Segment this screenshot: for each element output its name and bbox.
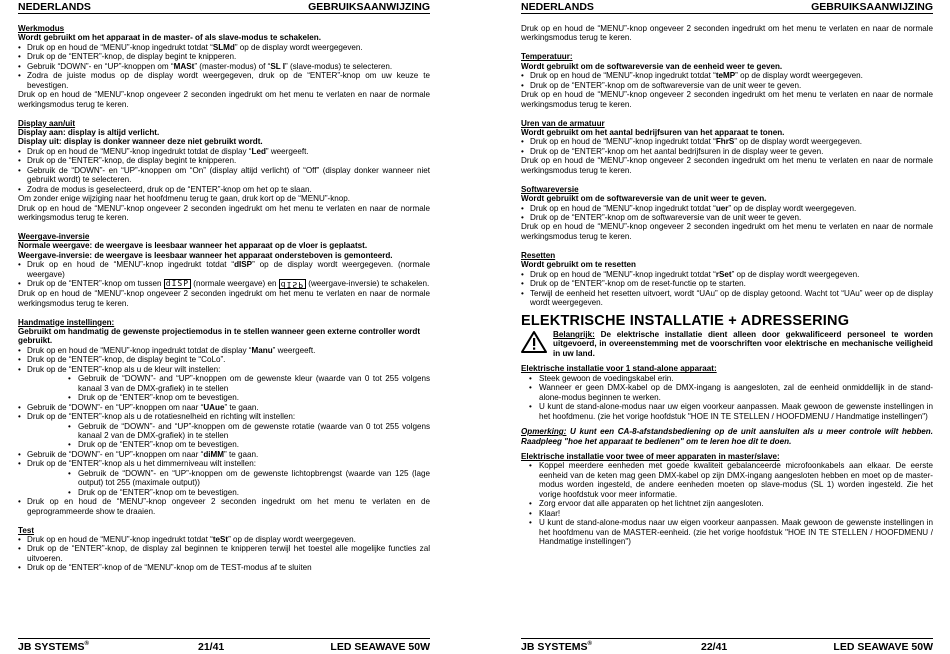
list-item: • Zorg ervoor dat alle apparaten op het lichtnet zijn aangesloten. bbox=[521, 499, 933, 508]
sub-list-item: • Druk op de “ENTER”-knop om te bevestigen. bbox=[18, 440, 430, 449]
left-page bbox=[18, 0, 430, 654]
section-lead: Wordt gebruikt om de softwareversie van de unit weer te geven. bbox=[521, 194, 767, 204]
page-header bbox=[521, 1, 933, 14]
section-heading: Weergave-inversie bbox=[18, 231, 90, 241]
list-item: • Wanneer er geen DMX-kabel op de DMX-ingang is aangesloten, zal de eenheid onmiddellijk in de stand-alone-modus beginnen te werken. bbox=[521, 383, 933, 402]
list-item: • Koppel meerdere eenheden met goede kwaliteit gebalanceerde microfoonkabels aan elkaar. De eerste eenheid van de keten mag geen DMX-kabel op zijn DMX-ingang aangesloten hebben en moet op de master-modus worden ingesteld, de andere eenheden moeten op slave-modus (SL 1) worden ingesteld. Zie het vorige hoofdstuk voor meer informatie. bbox=[521, 461, 933, 499]
page-footer bbox=[18, 638, 430, 652]
list-item: • Druk op de “ENTER”-knop, de display begint te “CoLo”. bbox=[18, 355, 430, 364]
page-body bbox=[521, 24, 933, 547]
list-item: • Druk op en houd de “MENU”-knop ingedrukt totdat “dISP” op de display wordt weergegeven. (normale weergave) bbox=[18, 260, 430, 279]
list-item: • Gebruik de “DOWN”- en “UP”-knoppen om naar “diMM” te gaan. bbox=[18, 450, 430, 459]
chapter-title: ELEKTRISCHE INSTALLATIE + ADRESSERING bbox=[521, 312, 850, 329]
paragraph: Druk op en houd de “MENU”-knop ongeveer 2 seconden ingedrukt om het menu te verlaten en naar de normale werkingsmodus terug te keren. bbox=[521, 156, 933, 175]
page-number: 21/41 bbox=[198, 641, 225, 653]
page-header bbox=[18, 1, 430, 14]
sub-list-item: • Druk op de “ENTER”-knop om te bevestigen. bbox=[18, 488, 430, 497]
section-lead: Wordt gebruikt om de softwareversie van de eenheid weer te geven. bbox=[521, 61, 783, 71]
list-item: • Druk op en houd de “MENU”-knop ingedrukt totdat de display “Led” weergeeft. bbox=[18, 147, 430, 156]
note: Opmerking: U kunt een CA-8-afstandsbediening op de unit aansluiten als u meer controle wilt hebben. Raadpleeg "hoe het apparaat te bedienen" om te leren hoe dit te doen. bbox=[521, 427, 933, 446]
section-heading: Softwareversie bbox=[521, 184, 579, 194]
header-title: GEBRUIKSAANWIJZING bbox=[308, 1, 430, 13]
right-page bbox=[521, 0, 933, 654]
footer-brand: JB SYSTEMS® bbox=[521, 641, 592, 653]
paragraph: Druk op en houd de “MENU”-knop ongeveer 2 seconden ingedrukt om het menu te verlaten en naar de normale werkingsmodus terug te keren. bbox=[521, 222, 933, 241]
page-body bbox=[18, 24, 430, 573]
page-number: 22/41 bbox=[701, 641, 728, 653]
list-item: • Druk op de “ENTER”-knop om de softwareversie van de unit weer te geven. bbox=[521, 81, 933, 90]
section-heading: Uren van de armatuur bbox=[521, 118, 605, 128]
list-item: • Druk op de “ENTER”-knop om tussen dISP (normale weergave) en dISP (weergave-inversie) te schakelen. bbox=[18, 279, 430, 289]
paragraph: Druk op en houd de “MENU”-knop ongeveer 2 seconden ingedrukt om het menu te verlaten en naar de normale werkingsmodus terug te keren. bbox=[18, 203, 430, 223]
paragraph: Druk op en houd de “MENU”-knop ongeveer 2 seconden ingedrukt om het menu te verlaten en naar de normale werkingsmodus terug te keren. bbox=[521, 24, 933, 43]
display-inverted-icon: dISP bbox=[280, 280, 305, 290]
section-lead: Normale weergave: de weergave is leesbaar wanneer het apparaat op de vloer is geplaatst. bbox=[18, 241, 368, 251]
list-item: • Druk op de “ENTER”-knop als u het dimmerniveau wilt instellen: bbox=[18, 459, 430, 468]
paragraph: Druk op en houd de “MENU”-knop ongeveer 2 seconden ingedrukt om het menu te verlaten en naar de normale werkingsmodus terug te keren. bbox=[18, 289, 430, 308]
list-item: • Klaar! bbox=[521, 509, 933, 518]
list-item: • U kunt de stand-alone-modus naar uw eigen voorkeur aanpassen. Maak gewoon de gewenste instellingen in het hoofdmenu. (zie het vorige hoofdstuk "HOE IN TE STELLEN / HOOFDMENU / Handmatige instellingen") bbox=[521, 402, 933, 421]
sub-list-item: • Druk op de “ENTER”-knop om te bevestigen. bbox=[18, 393, 430, 402]
list-item: • Druk op en houd de “MENU”-knop ingedrukt totdat “rSet” op de display wordt weergegeven. bbox=[521, 270, 933, 279]
footer-product: LED SEAWAVE 50W bbox=[833, 641, 933, 653]
list-item: • Druk op de “ENTER”-knop om het aantal bedrijfsuren in de display weer te geven. bbox=[521, 147, 933, 156]
list-item: • Druk op de “ENTER”-knop of de “MENU”-knop om de TEST-modus af te sluiten bbox=[18, 563, 430, 572]
display-normal-icon: dISP bbox=[165, 279, 190, 289]
list-item: • Zodra de modus is geselecteerd, druk op de “ENTER”-knop om het op te slaan. bbox=[18, 185, 430, 194]
section-lead: Display uit: display is donker wanneer deze niet gebruikt wordt. bbox=[18, 137, 263, 147]
section-heading: Display aan/uit bbox=[18, 118, 76, 128]
list-item: • Druk op de “ENTER”-knop om de softwareversie van de unit weer te geven. bbox=[521, 213, 933, 222]
paragraph: Druk op en houd de “MENU”-knop ongeveer 2 seconden ingedrukt om het menu te verlaten en naar de normale werkingsmodus terug te keren. bbox=[18, 90, 430, 109]
section-lead: Wordt gebruikt om het aantal bedrijfsuren van het apparaat te tonen. bbox=[521, 127, 785, 137]
list-item: • Druk op de “ENTER”-knop, de display begint te knipperen. bbox=[18, 52, 430, 61]
list-item: • Terwijl de eenheid het resetten uitvoert, wordt “UAu” op de display getoond. Wacht tot “UAu” weer op de display wordt weergegeven. bbox=[521, 289, 933, 308]
list-item: • Druk op de “ENTER”-knop, de display begint te knipperen. bbox=[18, 156, 430, 165]
sub-list-item: • Gebruik de “DOWN”- and “UP”-knoppen om de gewenste kleur (waarde van 0 tot 255 volgens kanaal 3 van de DMX-grafiek) in te stellen bbox=[18, 374, 430, 393]
paragraph: Om zonder enige wijziging naar het hoofdmenu terug te gaan, druk kort op de “MENU”-knop. bbox=[18, 194, 351, 204]
section-lead: Wordt gebruikt om te resetten bbox=[521, 260, 636, 270]
header-language: NEDERLANDS bbox=[18, 1, 91, 13]
footer-product: LED SEAWAVE 50W bbox=[330, 641, 430, 653]
section-lead: Gebruikt om handmatig de gewenste projectiemodus in te stellen wanneer geen externe controller wordt gebruikt. bbox=[18, 327, 421, 346]
list-item: • Steek gewoon de voedingskabel erin. bbox=[521, 374, 933, 383]
list-item: • Druk op de “ENTER”-knop als u de kleur wilt instellen: bbox=[18, 365, 430, 374]
warning-box bbox=[521, 330, 933, 358]
section-heading: Elektrische installatie voor twee of meer apparaten in master/slave: bbox=[521, 451, 780, 461]
list-item: • Gebruik de “DOWN”- en “UP”-knoppen om “On” (display altijd verlicht) of “Off” (display donker wanneer niet gebruikt wordt) te selecteren. bbox=[18, 166, 430, 185]
list-item: • Gebruik “DOWN”- en “UP”-knoppen om “MASt” (master-modus) of “SL I” (slave-modus) te selecteren. bbox=[18, 62, 430, 71]
list-item: • Druk op de “ENTER”-knop om de reset-functie op te starten. bbox=[521, 279, 933, 288]
sub-list-item: • Gebruik de “DOWN”- en “UP”-knoppen om de gewenste lichtopbrengst (waarde van 125 (lage output) tot 255 (maximale output)) bbox=[18, 469, 430, 488]
section-heading: Test bbox=[18, 525, 35, 535]
warning-triangle-icon bbox=[521, 330, 547, 354]
section-heading: Elektrische installatie voor 1 stand-alone apparaat: bbox=[521, 364, 717, 374]
warning-text: Belangrijk: De elektrische installatie dient alleen door gekwalificeerd personeel te worden uitgevoerd, in overeenstemming met de voorschriften voor elektrische en mechanische veiligheid in uw land. bbox=[553, 329, 933, 358]
list-item: • Druk op en houd de “MENU”-knop ingedrukt totdat “teSt” op de display wordt weergegeven. bbox=[18, 535, 430, 544]
list-item: • Druk op de “ENTER”-knop, de display zal beginnen te knipperen terwijl het toestel alle mogelijke functies zal uitvoeren. bbox=[18, 544, 430, 563]
list-item: • Druk op en houd de “MENU”-knop ingedrukt totdat “FhrS” op de display wordt weergegeven. bbox=[521, 137, 933, 146]
list-item: • U kunt de stand-alone-modus naar uw eigen voorkeur aanpassen. Maak gewoon de gewenste instellingen in het hoofdmenu van de MASTER-eenheid. (zie het vorige hoofdstuk "HOE IN TE STELLEN / HOOFDMENU / Handmatige instellingen") bbox=[521, 518, 933, 546]
list-item: • Gebruik de “DOWN”- en “UP”-knoppen om naar “UAue” te gaan. bbox=[18, 403, 430, 412]
section-heading: Temperatuur: bbox=[521, 52, 573, 62]
section-lead: Wordt gebruikt om het apparaat in de master- of als slave-modus te schakelen. bbox=[18, 33, 321, 43]
section-heading: Handmatige instellingen: bbox=[18, 317, 115, 327]
footer-brand: JB SYSTEMS® bbox=[18, 641, 89, 653]
header-language: NEDERLANDS bbox=[521, 1, 594, 13]
section-lead: Display aan: display is altijd verlicht. bbox=[18, 127, 160, 137]
list-item: • Druk op en houd de “MENU”-knop ingedrukt totdat “teMP” op de display wordt weergegeven. bbox=[521, 71, 933, 80]
page-footer bbox=[521, 638, 933, 652]
list-item: • Zodra de juiste modus op de display wordt weergegeven, druk op de “ENTER”-knop om uw keuze te bevestigen. bbox=[18, 71, 430, 90]
section-heading: Resetten bbox=[521, 250, 556, 260]
paragraph: Druk op en houd de “MENU”-knop ongeveer 2 seconden ingedrukt om het menu te verlaten en naar de normale werkingsmodus terug te keren. bbox=[521, 90, 933, 109]
sub-list-item: • Gebruik de “DOWN”- and “UP”-knoppen om de gewenste rotatie (waarde van 0 tot 255 volgens kanaal 2 van de DMX-grafiek) in te stellen bbox=[18, 422, 430, 441]
section-lead: Weergave-inversie: de weergave is leesbaar wanneer het apparaat ondersteboven is gemonteerd. bbox=[18, 250, 393, 260]
list-item: • Druk op en houd de “MENU”-knop ingedrukt totdat “uer” op de display wordt weergegeven. bbox=[521, 204, 933, 213]
list-item: • Druk op en houd de “MENU”-knop ingedrukt totdat de display “Manu” weergeeft. bbox=[18, 346, 430, 355]
list-item: • Druk op de “ENTER”-knop als u de rotatiesnelheid en richting wilt instellen: bbox=[18, 412, 430, 421]
list-item: • Druk op en houd de “MENU”-knop ongeveer 2 seconden ingedrukt om het menu te verlaten en de geprogrammeerde show te draaien. bbox=[18, 497, 430, 516]
list-item: • Druk op en houd de “MENU”-knop ingedrukt totdat “SLMd” op de display wordt weergegeven. bbox=[18, 43, 430, 52]
section-heading: Werkmodus bbox=[18, 24, 65, 33]
header-title: GEBRUIKSAANWIJZING bbox=[811, 1, 933, 13]
